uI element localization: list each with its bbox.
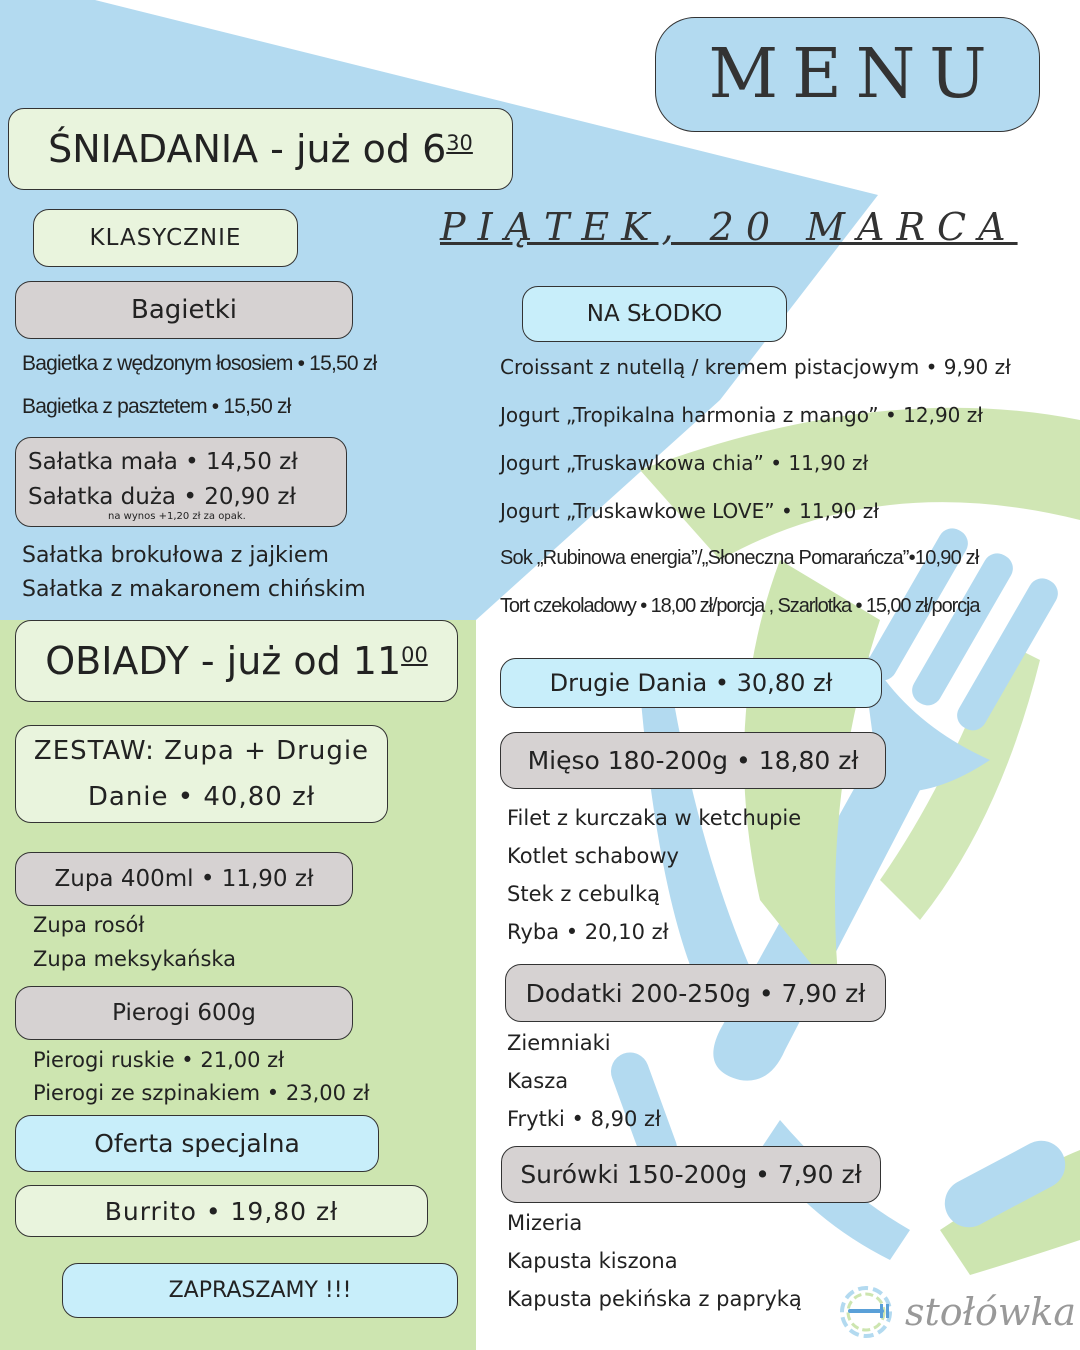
special-offer-badge [15, 1115, 379, 1172]
mains-label: Drugie Dania • 30,80 zł [549, 669, 833, 697]
soup-item: Zupa meksykańska [33, 947, 237, 971]
sweet-item: Jogurt „Truskawkowa chia” • 11,90 zł [500, 451, 869, 475]
soup-label: Zupa 400ml • 11,90 zł [54, 866, 314, 892]
mains-label-badge [500, 658, 882, 708]
date-heading: PIĄTEK, 20 MARCA [440, 205, 1018, 249]
classic-label-badge [33, 209, 298, 267]
sweet-item: Jogurt „Tropikalna harmonia z mango” • 12,90 zł [500, 403, 983, 427]
classic-label: KLASYCZNIE [89, 225, 242, 251]
plate-ring-decoration [640, 408, 1080, 560]
pierogi-item: Pierogi ruskie • 21,00 zł [33, 1048, 285, 1072]
meat-item: Filet z kurczaka w ketchupie [507, 806, 802, 830]
set-offer-line2: Danie • 40,80 zł [87, 782, 316, 812]
sides-item: Ziemniaki [507, 1031, 611, 1055]
set-offer-line1: ZESTAW: Zupa + Drugie [33, 736, 370, 766]
salad-large-price: Sałatka duża • 20,90 zł [28, 484, 296, 510]
pierogi-item: Pierogi ze szpinakiem • 23,00 zł [33, 1081, 370, 1105]
baguettes-label: Bagietki [131, 295, 237, 325]
baguettes-label-badge [15, 281, 353, 339]
logo-text: stołówka [905, 1290, 1077, 1334]
sweet-label: NA SŁODKO [586, 301, 723, 327]
salads-label: Surówki 150-200g • 7,90 zł [520, 1160, 862, 1189]
burrito-badge [15, 1185, 428, 1237]
sweet-item: Sok „Rubinowa energia”/„Słoneczna Pomarańcza”•10,90 zł [500, 547, 979, 569]
salad-item: Sałatka brokułowa z jajkiem [22, 543, 329, 568]
soup-item: Zupa rosół [33, 913, 145, 937]
breakfast-title-badge [8, 108, 513, 190]
salad-note: na wynos +1,20 zł za opak. [108, 511, 246, 522]
lunch-title-badge [15, 620, 458, 702]
sides-label: Dodatki 200-250g • 7,90 zł [525, 978, 866, 1008]
sides-label-badge [505, 964, 886, 1022]
sweet-item: Croissant z nutellą / kremem pistacjowym • 9,90 zł [500, 355, 1011, 379]
meat-label-badge [500, 732, 886, 789]
sweet-item: Jogurt „Truskawkowe LOVE” • 11,90 zł [500, 499, 879, 523]
menu-title-badge [655, 17, 1040, 132]
salads-item: Mizeria [507, 1211, 583, 1235]
salad-item: Sałatka z makaronem chińskim [22, 577, 366, 602]
salads-label-badge [501, 1146, 881, 1203]
soup-label-badge [15, 852, 353, 906]
set-offer-badge [15, 725, 388, 823]
salad-price-badge [15, 437, 347, 527]
sides-item: Kasza [507, 1069, 569, 1093]
salad-small-price: Sałatka mała • 14,50 zł [28, 449, 298, 475]
menu-title: MENU [708, 35, 1001, 114]
breakfast-title: ŚNIADANIA - już od $6^{30}$ [48, 127, 473, 171]
sweet-label-badge [522, 286, 787, 342]
pierogi-label-badge [15, 986, 353, 1040]
logo-icon [836, 1282, 902, 1342]
salads-item: Kapusta pekińska z papryką [507, 1287, 802, 1311]
baguette-item: Bagietka z pasztetem • 15,50 zł [22, 395, 291, 418]
baguette-item: Bagietka z wędzonym łososiem • 15,50 zł [22, 352, 377, 375]
sweet-item: Tort czekoladowy • 18,00 zł/porcja , Szarlotka • 15,00 zł/porcja [500, 595, 980, 617]
salads-item: Kapusta kiszona [507, 1249, 678, 1273]
sides-item: Frytki • 8,90 zł [507, 1107, 662, 1131]
meat-item: Kotlet schabowy [507, 844, 679, 868]
meat-item: Stek z cebulką [507, 882, 660, 906]
meat-label: Mięso 180-200g • 18,80 zł [527, 746, 859, 775]
invite-badge [62, 1263, 458, 1318]
invite-text: ZAPRASZAMY !!! [168, 1278, 352, 1303]
burrito-item: Burrito • 19,80 zł [104, 1196, 339, 1226]
meat-item: Ryba • 20,10 zł [507, 920, 669, 944]
pierogi-label: Pierogi 600g [112, 1000, 256, 1026]
lunch-title: OBIADY - już od $11^{00}$ [45, 639, 428, 683]
special-offer-label: Oferta specjalna [94, 1129, 300, 1158]
